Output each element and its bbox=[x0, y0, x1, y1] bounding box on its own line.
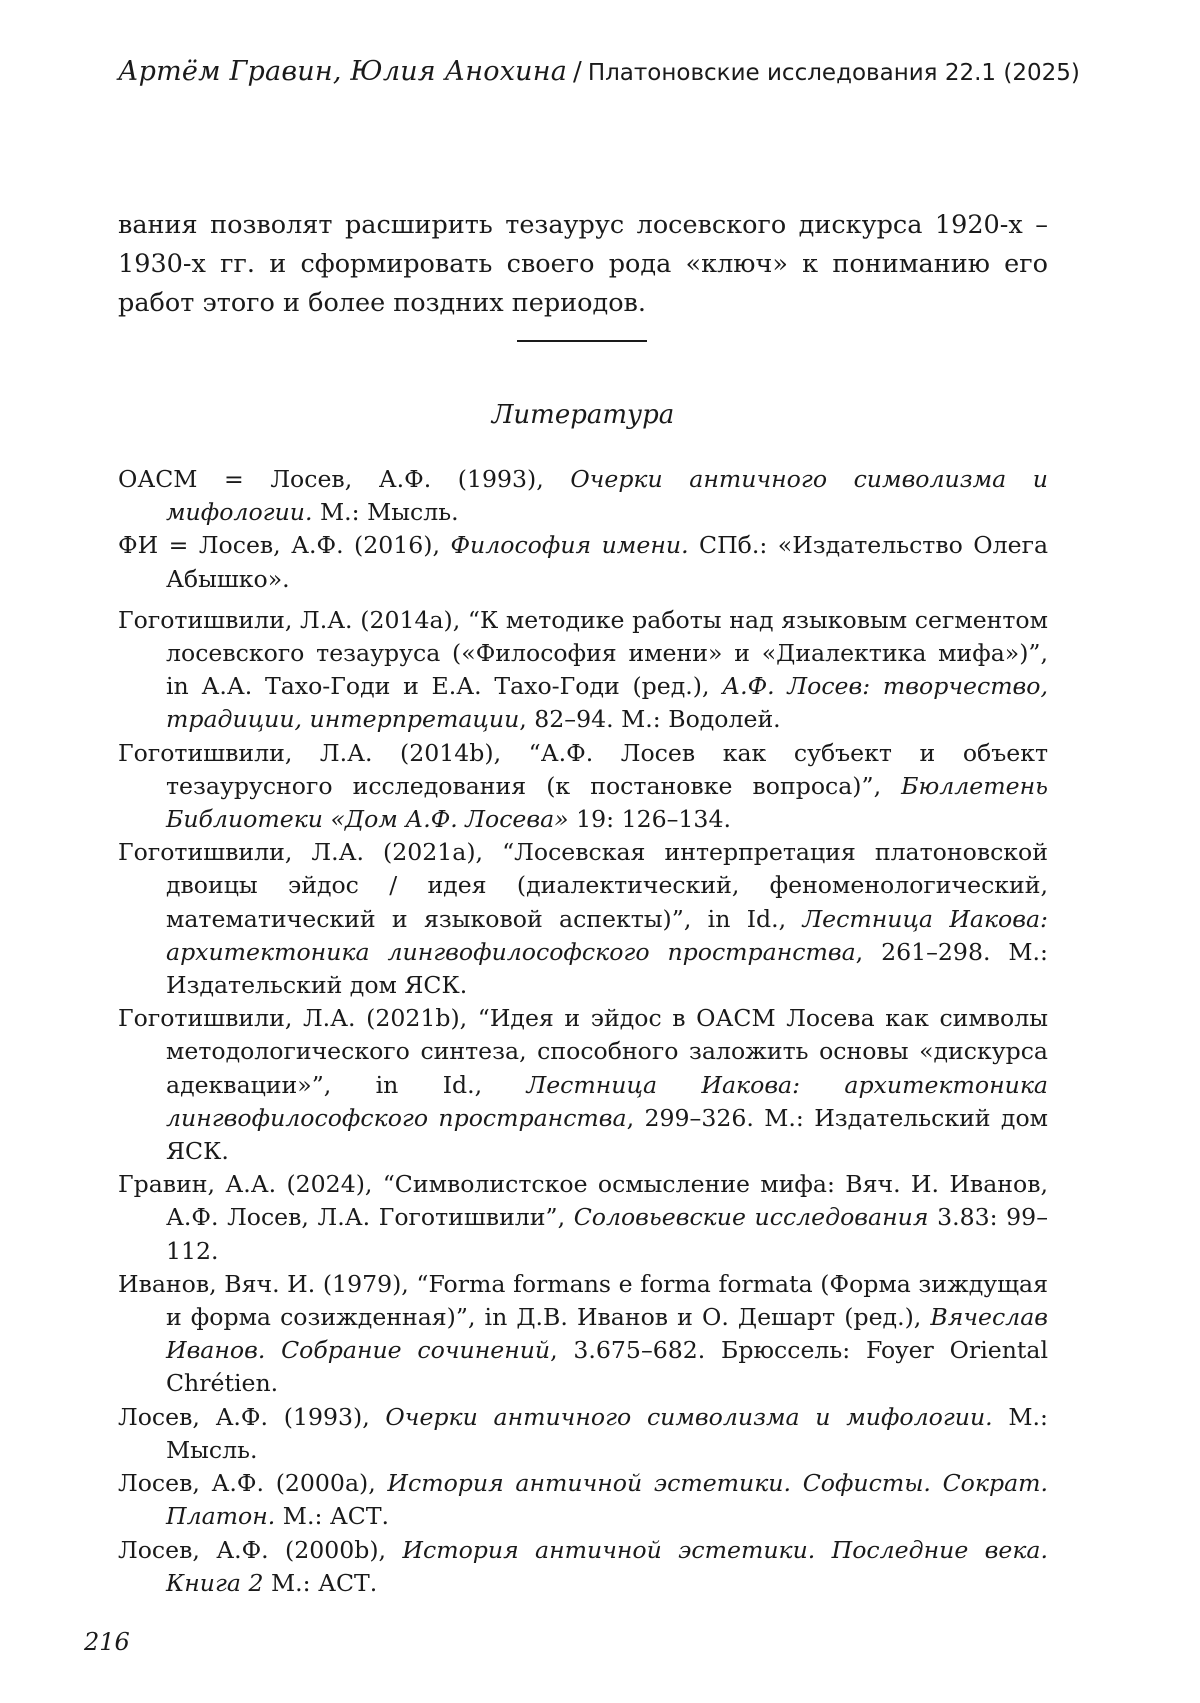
reference-title: Очерки античного символизма и мифологии. bbox=[385, 1402, 993, 1431]
reference-title: История античной эстетики. Софисты. Сократ. Платон. bbox=[166, 1469, 1049, 1531]
running-head-authors: Артём Гравин, Юлия Анохина bbox=[118, 56, 568, 87]
reference-entry bbox=[118, 1002, 1048, 1168]
reference-entry bbox=[118, 1401, 1048, 1467]
section-divider bbox=[517, 340, 647, 342]
reference-text: М.: Мысль. bbox=[166, 1402, 1049, 1464]
reference-title: Философия имени. bbox=[450, 531, 689, 560]
reference-entry bbox=[118, 1467, 1048, 1533]
reference-text: 19: 126–134. bbox=[568, 805, 731, 834]
reference-text: М.: Мысль. bbox=[312, 498, 459, 527]
reference-title: История античной эстетики. Последние века. Книга 2 bbox=[166, 1535, 1048, 1597]
reference-text: Иванов, Вяч. И. (1979), “Forma formans e forma formata (Форма зиждущая и форма созижденная)”, in Д.В. Иванов и О. Дешарт (ред.), bbox=[118, 1269, 1048, 1332]
reference-text: , 299–326. М.: Издательский дом ЯСК. bbox=[166, 1103, 1048, 1166]
reference-text: Гравин, А.А. (2024), “Символистское осмысление мифа: Вяч. И. Иванов, А.Ф. Лосев, Л.А. Гоготишвили”, bbox=[118, 1170, 1048, 1232]
reference-text: Лосев, А.Ф. (2000b), bbox=[118, 1535, 403, 1564]
reference-text: ФИ = Лосев, А.Ф. (2016), bbox=[118, 531, 451, 560]
body-paragraph: вания позволят расширить тезаурус лосевского дискурса 1920-х – 1930-х гг. и сформировать своего рода «ключ» к пониманию его работ этого и более поздних периодов. bbox=[118, 209, 1048, 318]
reference-title: Лестница Иакова: архитектоника лингвофилософского пространства bbox=[166, 1070, 1048, 1132]
reference-text: Лосев, А.Ф. (2000a), bbox=[118, 1469, 388, 1498]
reference-text: , 82–94. М.: Водолей. bbox=[519, 705, 781, 734]
reference-title: А.Ф. Лосев: творчество, традиции, интерпретации bbox=[166, 672, 1048, 734]
reference-title: Соловьевские исследования bbox=[573, 1203, 929, 1232]
reference-text: Гоготишвили, Л.А. (2021a), “Лосевская интерпретация платоновской двоицы эйдос / идея (диалектический, феноменологический, математический и языковой аспекты)”, in Id., bbox=[118, 838, 1048, 933]
reference-entry bbox=[118, 737, 1048, 837]
reference-title: Вячеслав Иванов. Собрание сочинений bbox=[166, 1303, 1048, 1365]
reference-text: , 261–298. М.: Издательский дом ЯСК. bbox=[166, 937, 1048, 1000]
reference-entry bbox=[118, 529, 1048, 595]
reference-text: Гоготишвили, Л.А. (2014a), “К методике работы над языковым сегментом лосевского тезауруса («Философия имени» и «Диалектика мифа»)”, in А.А. Тахо-Годи и Е.А. Тахо-Годи (ред.), bbox=[118, 605, 1048, 701]
reference-entry bbox=[118, 1268, 1048, 1401]
reference-entry bbox=[118, 1168, 1048, 1268]
reference-text: ОАСМ = Лосев, А.Ф. (1993), bbox=[118, 465, 571, 493]
running-head bbox=[118, 50, 1080, 98]
running-head-journal: Платоновские исследования 22.1 (2025) bbox=[587, 60, 1080, 86]
reference-entry bbox=[118, 604, 1048, 737]
running-head-separator: / bbox=[573, 57, 582, 87]
reference-text: Гоготишвили, Л.А. (2021b), “Идея и эйдос в ОАСМ Лосева как символы методологического синтеза, способного заложить основы «дискурса адеквации»”, in Id., bbox=[118, 1004, 1048, 1099]
reference-text: СПб.: «Издательство Олега Абышко». bbox=[166, 531, 1049, 593]
reference-text: 3.83: 99–112. bbox=[166, 1203, 1048, 1265]
reference-text: Лосев, А.Ф. (1993), bbox=[118, 1402, 386, 1431]
reference-text: М.: АСТ. bbox=[275, 1502, 390, 1531]
reference-title: Лестница Иакова: архитектоника лингвофилософского пространства bbox=[166, 904, 1049, 966]
reference-title: Бюллетень Библиотеки «Дом А.Ф. Лосева» bbox=[166, 771, 1048, 834]
reference-title: Очерки античного символизма и мифологии. bbox=[166, 465, 1048, 527]
reference-entry bbox=[118, 1534, 1048, 1600]
reference-text: М.: АСТ. bbox=[263, 1568, 378, 1597]
reference-entry bbox=[118, 463, 1048, 529]
reference-list bbox=[118, 463, 1048, 1600]
reference-text: Гоготишвили, Л.А. (2014b), “А.Ф. Лосев как субъект и объект тезаурусного исследования (к постановке вопроса)”, bbox=[118, 738, 1048, 800]
reference-entry bbox=[118, 836, 1048, 1002]
section-title: Литература bbox=[491, 400, 675, 430]
reference-text: , 3.675–682. Брюссель: Foyer Oriental Chrétien. bbox=[166, 1336, 1048, 1398]
page-number: 216 bbox=[84, 1628, 130, 1656]
